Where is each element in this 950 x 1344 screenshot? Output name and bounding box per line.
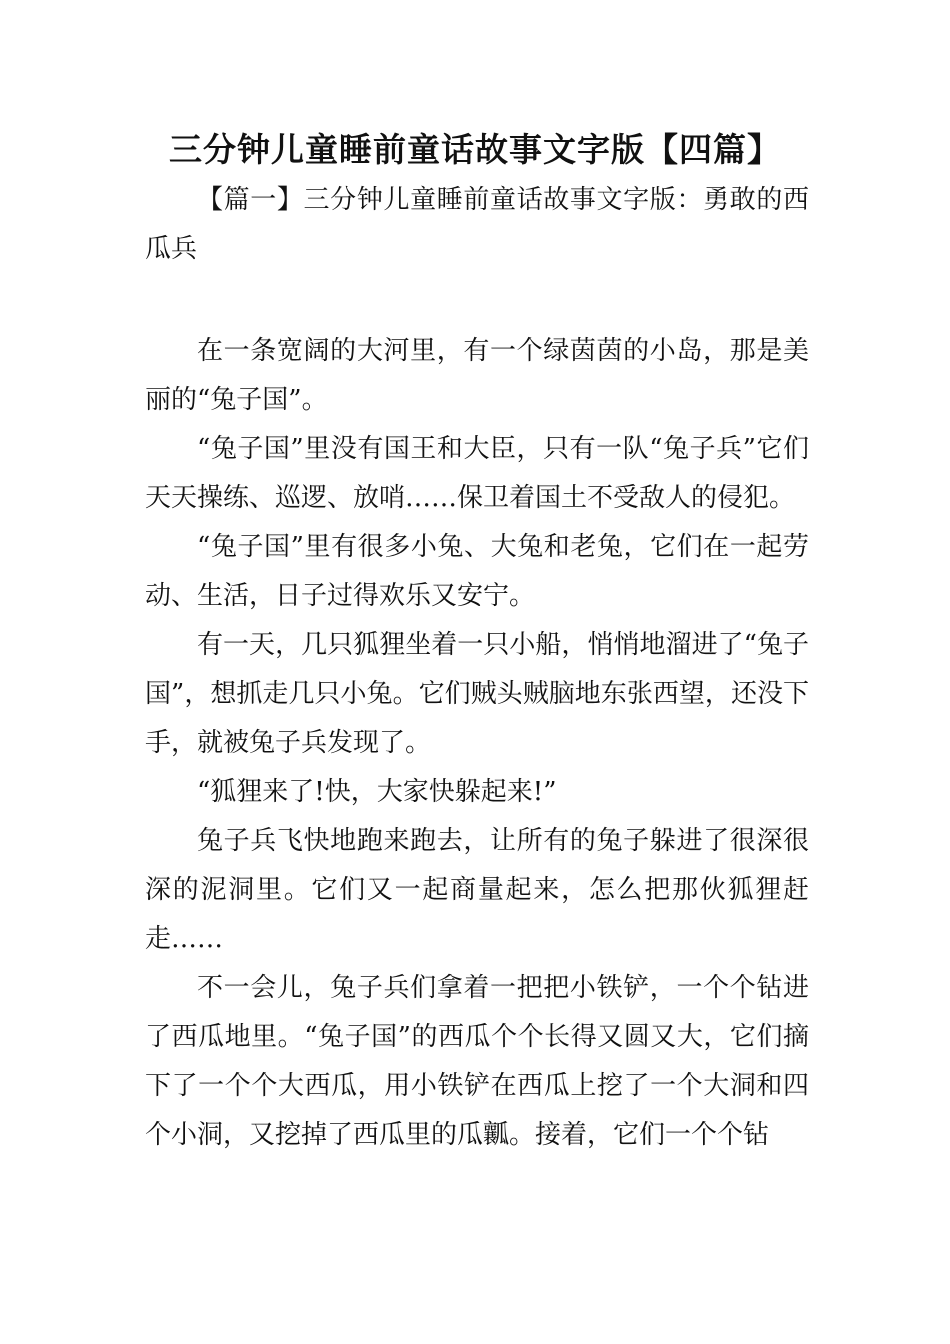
paragraph-2: “兔子国”里没有国王和大臣，只有一队“兔子兵”它们天天操练、巡逻、放哨……保卫着国土不受敌人的侵犯。 [145,434,809,513]
paragraph-3: “兔子国”里有很多小兔、大兔和老兔，它们在一起劳动、生活，日子过得欢乐又安宁。 [145,532,809,611]
section-heading [145,176,809,274]
paragraph-7: 不一会儿，兔子兵们拿着一把把小铁铲，一个个钻进了西瓜地里。“兔子国”的西瓜个个长得又圆又大，它们摘下了一个个大西瓜，用小铁铲在西瓜上挖了一个大洞和四个小洞，又挖掉了西瓜里的瓜瓤。接着，它们一个个钻 [145,973,809,1150]
paragraph-5: “狐狸来了!快，大家快躲起来!” [197,777,557,807]
story-body [145,327,809,1160]
section-heading-text: 【篇一】三分钟儿童睡前童话故事文字版：勇敢的西瓜兵 [145,185,809,264]
document-title: 三分钟儿童睡前童话故事文字版【四篇】 [169,130,781,169]
paragraph-6: 兔子兵飞快地跑来跑去，让所有的兔子躲进了很深很深的泥洞里。它们又一起商量起来，怎么把那伙狐狸赶走…… [145,826,809,954]
paragraph-4: 有一天，几只狐狸坐着一只小船，悄悄地溜进了“兔子国”，想抓走几只小兔。它们贼头贼脑地东张西望，还没下手，就被兔子兵发现了。 [145,630,809,758]
paragraph-1: 在一条宽阔的大河里，有一个绿茵茵的小岛，那是美丽的“兔子国”。 [145,336,809,415]
